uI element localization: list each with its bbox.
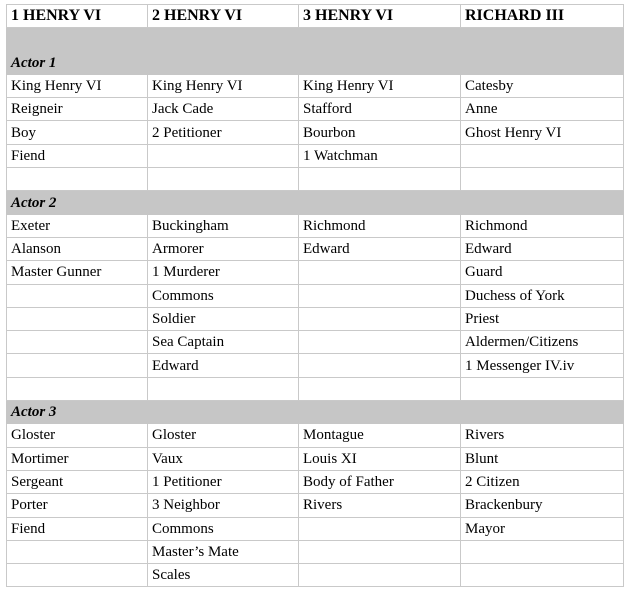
role-cell <box>7 564 148 587</box>
role-cell: Body of Father <box>299 470 461 493</box>
role-cell: King Henry VI <box>299 74 461 97</box>
role-cell <box>7 354 148 377</box>
role-cell: King Henry VI <box>7 74 148 97</box>
role-cell <box>299 354 461 377</box>
role-cell: Louis XI <box>299 447 461 470</box>
role-cell: Richmond <box>461 214 624 237</box>
role-cell <box>7 331 148 354</box>
role-cell <box>299 168 461 191</box>
role-cell: Mayor <box>461 517 624 540</box>
header-row <box>7 5 624 28</box>
table-row <box>7 307 624 330</box>
role-cell <box>148 168 299 191</box>
role-cell: Armorer <box>148 237 299 260</box>
role-cell: Guard <box>461 261 624 284</box>
role-cell: 2 Petitioner <box>148 121 299 144</box>
spacer-cell <box>148 191 299 214</box>
role-cell <box>299 517 461 540</box>
actor-label: Actor 3 <box>7 401 148 424</box>
actor-row <box>7 51 624 74</box>
role-cell <box>7 284 148 307</box>
table-row <box>7 517 624 540</box>
role-cell: Commons <box>148 284 299 307</box>
role-cell <box>299 331 461 354</box>
table-row <box>7 331 624 354</box>
role-cell: Rivers <box>299 494 461 517</box>
role-cell: Mortimer <box>7 447 148 470</box>
role-cell <box>299 540 461 563</box>
role-cell: 1 Murderer <box>148 261 299 284</box>
role-cell: Commons <box>148 517 299 540</box>
spacer-cell <box>299 51 461 74</box>
role-cell <box>7 540 148 563</box>
table-row <box>7 144 624 167</box>
role-cell: Exeter <box>7 214 148 237</box>
role-cell: Duchess of York <box>461 284 624 307</box>
role-cell: Aldermen/Citizens <box>461 331 624 354</box>
role-cell: Montague <box>299 424 461 447</box>
header-spacer-row <box>7 28 624 51</box>
role-cell: Scales <box>148 564 299 587</box>
role-cell: Priest <box>461 307 624 330</box>
spacer-cell <box>148 28 299 51</box>
role-cell: King Henry VI <box>148 74 299 97</box>
table-row <box>7 354 624 377</box>
role-cell: Boy <box>7 121 148 144</box>
role-cell: Bourbon <box>299 121 461 144</box>
column-header: 2 HENRY VI <box>148 5 299 28</box>
role-cell: Vaux <box>148 447 299 470</box>
role-cell: Edward <box>148 354 299 377</box>
role-cell <box>461 168 624 191</box>
role-cell: Sea Captain <box>148 331 299 354</box>
actor-label: Actor 2 <box>7 191 148 214</box>
role-cell: Sergeant <box>7 470 148 493</box>
role-cell: Fiend <box>7 517 148 540</box>
role-cell <box>299 307 461 330</box>
table-row <box>7 494 624 517</box>
role-cell: Stafford <box>299 98 461 121</box>
role-cell: Anne <box>461 98 624 121</box>
spacer-cell <box>299 28 461 51</box>
role-cell: Buckingham <box>148 214 299 237</box>
table-row <box>7 121 624 144</box>
role-cell <box>7 307 148 330</box>
table-row <box>7 564 624 587</box>
table-row <box>7 261 624 284</box>
role-cell: Edward <box>299 237 461 260</box>
spacer-cell <box>461 28 624 51</box>
spacer-cell <box>461 51 624 74</box>
role-cell <box>461 564 624 587</box>
role-cell <box>7 377 148 400</box>
spacer-cell <box>7 28 148 51</box>
table-row <box>7 377 624 400</box>
role-cell: Porter <box>7 494 148 517</box>
table-row <box>7 98 624 121</box>
role-cell: Soldier <box>148 307 299 330</box>
role-cell: 3 Neighbor <box>148 494 299 517</box>
role-cell: Gloster <box>148 424 299 447</box>
table-row <box>7 424 624 447</box>
actor-row <box>7 191 624 214</box>
role-cell: Alanson <box>7 237 148 260</box>
role-cell <box>299 564 461 587</box>
role-cell: 1 Petitioner <box>148 470 299 493</box>
role-cell <box>7 168 148 191</box>
column-header: RICHARD III <box>461 5 624 28</box>
spacer-cell <box>299 401 461 424</box>
role-cell: Master Gunner <box>7 261 148 284</box>
table-row <box>7 74 624 97</box>
role-cell: 2 Citizen <box>461 470 624 493</box>
spacer-cell <box>148 401 299 424</box>
role-cell <box>461 377 624 400</box>
table-row <box>7 470 624 493</box>
column-header: 1 HENRY VI <box>7 5 148 28</box>
role-cell <box>299 261 461 284</box>
casting-table <box>6 4 624 587</box>
role-cell: Edward <box>461 237 624 260</box>
role-cell: Richmond <box>299 214 461 237</box>
column-header: 3 HENRY VI <box>299 5 461 28</box>
table-row <box>7 284 624 307</box>
casting-table-body <box>7 5 624 587</box>
role-cell: Fiend <box>7 144 148 167</box>
role-cell <box>299 377 461 400</box>
table-row <box>7 168 624 191</box>
role-cell <box>461 144 624 167</box>
table-row <box>7 214 624 237</box>
role-cell <box>148 144 299 167</box>
spacer-cell <box>461 191 624 214</box>
role-cell: Brackenbury <box>461 494 624 517</box>
role-cell <box>148 377 299 400</box>
spacer-cell <box>299 191 461 214</box>
role-cell: 1 Watchman <box>299 144 461 167</box>
role-cell: Blunt <box>461 447 624 470</box>
role-cell: Reigneir <box>7 98 148 121</box>
role-cell: Rivers <box>461 424 624 447</box>
actor-row <box>7 401 624 424</box>
actor-label: Actor 1 <box>7 51 148 74</box>
role-cell: Jack Cade <box>148 98 299 121</box>
role-cell: Ghost Henry VI <box>461 121 624 144</box>
role-cell <box>461 540 624 563</box>
role-cell: 1 Messenger IV.iv <box>461 354 624 377</box>
table-row <box>7 237 624 260</box>
role-cell: Gloster <box>7 424 148 447</box>
table-row <box>7 540 624 563</box>
role-cell: Catesby <box>461 74 624 97</box>
spacer-cell <box>461 401 624 424</box>
table-row <box>7 447 624 470</box>
role-cell: Master’s Mate <box>148 540 299 563</box>
role-cell <box>299 284 461 307</box>
spacer-cell <box>148 51 299 74</box>
